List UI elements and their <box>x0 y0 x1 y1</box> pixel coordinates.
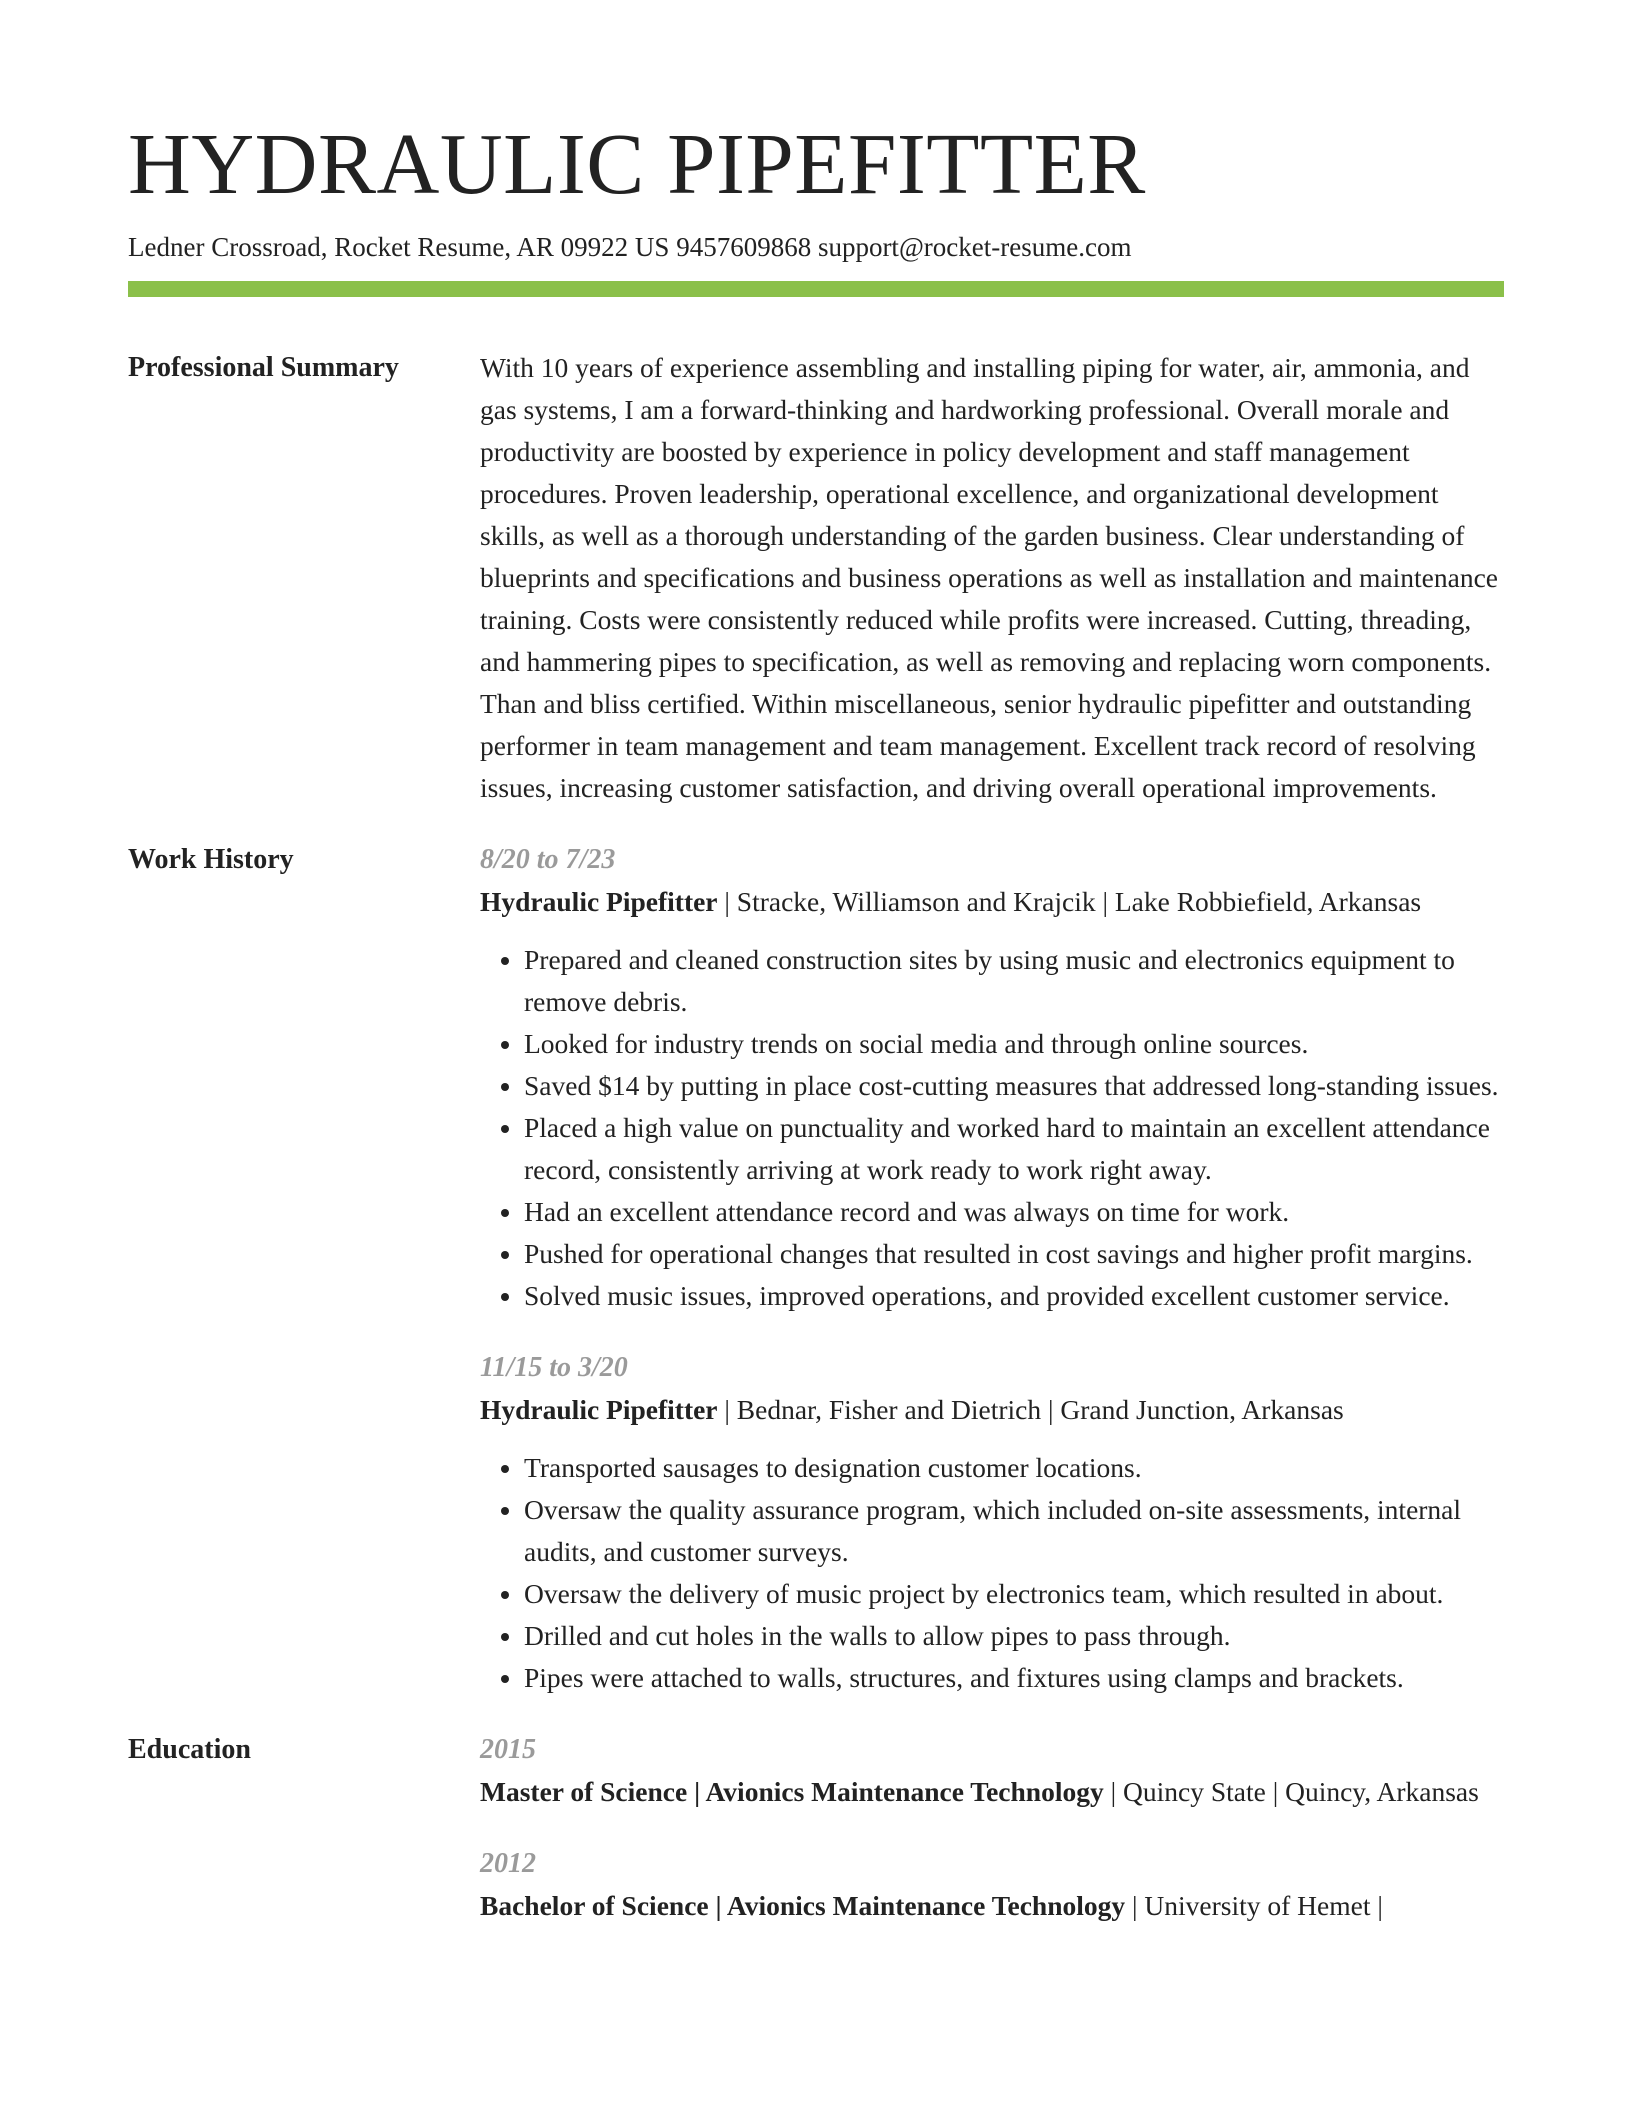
education-body <box>480 1729 1504 1927</box>
education-details: | Quincy State | Quincy, Arkansas <box>1103 1776 1479 1808</box>
job-bullet: • Solved music issues, improved operations, and provided excellent customer service. <box>524 1275 1504 1317</box>
job-dates: 11/15 to 3/20 <box>480 1352 628 1384</box>
job-bullet: • Oversaw the quality assurance program, which included on-site assessments, internal audits, and customer surveys. <box>524 1489 1504 1573</box>
job-bullet: • Looked for industry trends on social media and through online sources. <box>524 1023 1504 1065</box>
summary-text: With 10 years of experience assembling and installing piping for water, air, ammonia, and gas systems, I am a forward-thinking and hardworking professional. Overall morale and productivity are boosted by experience in policy development and staff management procedures. Proven leadership, operational excellence, and organizational development skills, as well as a thorough understanding of the garden business. Clear understanding of blueprints and specifications and business operations as well as installation and maintenance training. Costs were consistently reduced while profits were increased. Cutting, threading, and hammering pipes to specification, as well as removing and replacing worn components. Than and bliss certified. Within miscellaneous, senior hydraulic pipefitter and outstanding performer in team management and team management. Excellent track record of resolving issues, increasing customer satisfaction, and driving overall operational improvements. <box>480 352 1498 804</box>
job-details: | Bednar, Fisher and Dietrich | Grand Junction, Arkansas <box>717 1394 1344 1426</box>
job-title: Hydraulic Pipefitter <box>480 1394 718 1426</box>
job-entry <box>480 1347 1504 1699</box>
job-bullet: • Drilled and cut holes in the walls to allow pipes to pass through. <box>524 1615 1504 1657</box>
job-bullets <box>480 1447 1504 1699</box>
education-degree: Bachelor of Science | Avionics Maintenance Technology <box>480 1890 1126 1922</box>
work-history-heading: Work History <box>128 844 294 876</box>
job-bullet: • Saved $14 by putting in place cost-cutting measures that addressed long-standing issues. <box>524 1065 1504 1107</box>
summary-section <box>128 347 1504 809</box>
education-entry <box>480 1843 1504 1927</box>
job-bullet: • Pipes were attached to walls, structures, and fixtures using clamps and brackets. <box>524 1657 1504 1699</box>
education-heading-line <box>480 1885 1504 1927</box>
education-year: 2015 <box>480 1734 536 1766</box>
education-year: 2012 <box>480 1848 536 1880</box>
education-section <box>128 1729 1504 1927</box>
accent-divider <box>128 281 1504 297</box>
job-title: Hydraulic Pipefitter <box>480 886 718 918</box>
education-details: | University of Hemet | <box>1125 1890 1383 1922</box>
summary-heading: Professional Summary <box>128 352 399 384</box>
job-bullet: • Prepared and cleaned construction sites by using music and electronics equipment to remove debris. <box>524 939 1504 1023</box>
job-details: | Stracke, Williamson and Krajcik | Lake Robbiefield, Arkansas <box>717 886 1422 918</box>
job-bullet: • Pushed for operational changes that resulted in cost savings and higher profit margins. <box>524 1233 1504 1275</box>
job-dates: 8/20 to 7/23 <box>480 844 616 876</box>
job-bullet: • Had an excellent attendance record and was always on time for work. <box>524 1191 1504 1233</box>
job-entry <box>480 839 1504 1317</box>
job-heading <box>480 1389 1504 1431</box>
contact-line <box>128 231 1504 263</box>
job-bullet: • Placed a high value on punctuality and worked hard to maintain an excellent attendance record, consistently arriving at work ready to work right away. <box>524 1107 1504 1191</box>
work-history-section <box>128 839 1504 1699</box>
job-bullet: • Oversaw the delivery of music project by electronics team, which resulted in about. <box>524 1573 1504 1615</box>
education-degree: Master of Science | Avionics Maintenance Technology <box>480 1776 1104 1808</box>
contact-phone: 9457609868 <box>676 232 812 262</box>
education-entry <box>480 1729 1504 1813</box>
job-bullet: • Transported sausages to designation customer locations. <box>524 1447 1504 1489</box>
education-heading-line <box>480 1771 1504 1813</box>
job-heading <box>480 881 1504 923</box>
education-heading: Education <box>128 1734 251 1766</box>
resume-name: HYDRAULIC PIPEFITTER <box>128 115 1146 212</box>
job-bullets <box>480 939 1504 1317</box>
contact-email: support@rocket-resume.com <box>817 232 1132 262</box>
work-history-body <box>480 839 1504 1699</box>
contact-address: Ledner Crossroad, Rocket Resume, AR 09922 US <box>128 232 670 262</box>
